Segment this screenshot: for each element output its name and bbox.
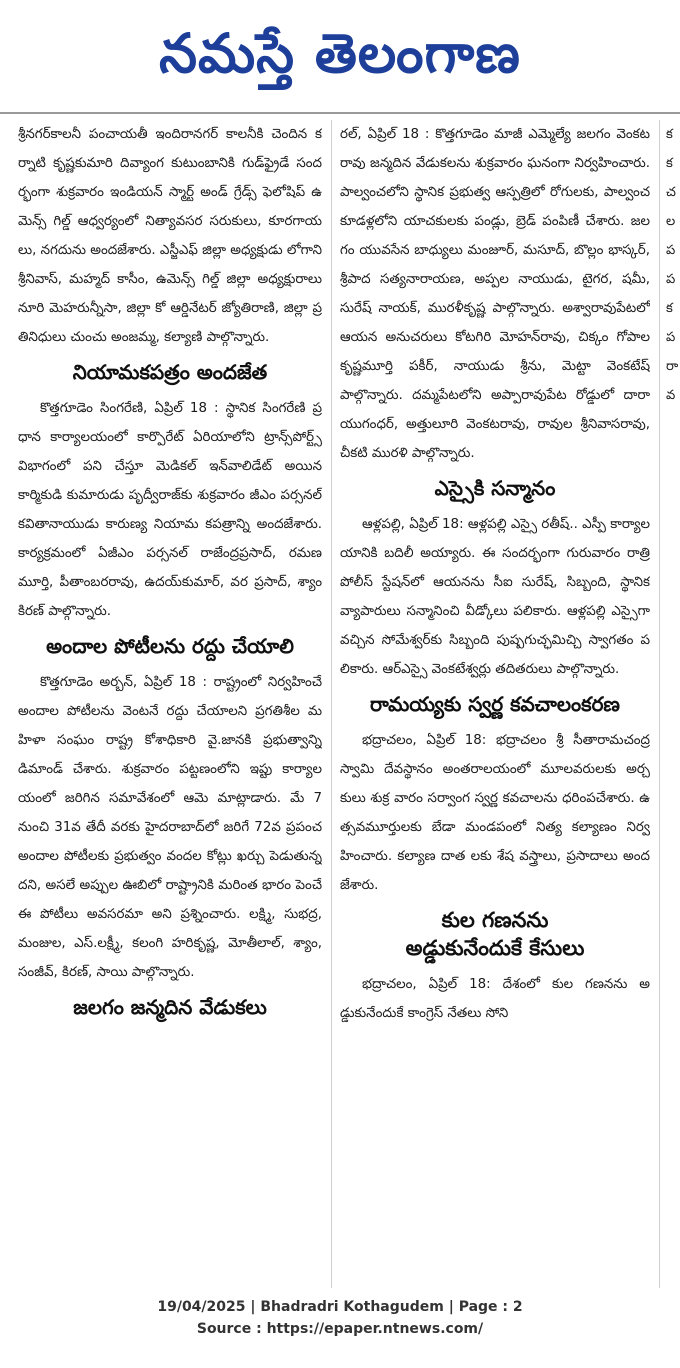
clipped-text: చ <box>666 185 676 200</box>
article-body: రల్, ఏప్రిల్ 18 : కొత్తగూడెం మాజీ ఎమ్మెల్యే జలగం వెంకటరావు జన్మదిన వేడుకలను శుక్రవారం ఘనంగా నిర్వహించారు. పాల్వంచలోని స్థానిక ప్రభుత్వ ఆస్పత్రిలో రోగులకు, పాల్వంచ కూడళ్లలోని యాచకులకు పండ్లు, బ్రెడ్ పంపిణీ చేశారు. జలగం యువసేన బాధ్యులు మంజూర్, మసూద్, బొల్లం భాస్కర్, శ్రీపాద సత్యనారాయణ, అప్పల నాయుడు, టైగర, షమీ, సురేష్ నాయక్, మురళీకృష్ణ పాల్గొన్నారు. అశ్వారావుపేటలో ఆయన అనుచరులు కోటగిరి మోహన్‌రావు, చిక్కం గోపాలకృష్ణమూర్తి పకీర్, నాయుడు శ్రీను, మెట్టా వెంకటేష్ పాల్గొన్నారు. దమ్మపేటలోని అప్పారావుపేట రోడ్డులో దారా యుగంధర్, అత్తులూరి వెంకటరావు, రావుల శ్రీనివాసరావు, చీకటి మురళి పాల్గొన్నారు. <box>340 127 650 461</box>
article-headline-line: కుల గణనను <box>441 908 549 932</box>
clipped-text: క <box>666 127 673 142</box>
clipped-text: రా <box>666 359 679 374</box>
masthead <box>0 0 680 108</box>
masthead-title: నమస్తే తెలంగాణ <box>159 22 521 85</box>
clipped-text: ప <box>666 330 676 345</box>
column-2 <box>340 120 650 1288</box>
article-body: భద్రాచలం, ఏప్రిల్ 18: దేశంలో కుల గణనను అడ్డుకునేందుకే కాంగ్రెస్ నేతలు సోని <box>340 977 650 1021</box>
article-headline-line: అడ్డుకునేందుకే కేసులు <box>405 936 585 960</box>
article-headline <box>340 906 650 962</box>
page-footer <box>0 1296 680 1340</box>
footer-date-line: 19/04/2025 | Bhadradri Kothagudem | Page : 2 <box>157 1299 523 1315</box>
clipped-text: ప <box>666 243 676 258</box>
footer-source-line: Source : https://epaper.ntnews.com/ <box>196 1321 484 1337</box>
clipped-text: క <box>666 301 673 316</box>
article-headline: జలగం జన్మదిన వేడుకలు <box>73 995 267 1019</box>
column-divider <box>331 120 332 1288</box>
clipped-text: ల <box>666 214 676 229</box>
article-headline: అందాల పోటీలను రద్దు చేయాలి <box>46 634 294 658</box>
clipped-text: ప <box>666 272 676 287</box>
column-divider <box>659 120 660 1288</box>
article-body: శ్రీనగర్‌కాలనీ పంచాయతీ ఇందిరానగర్ కాలనీకి చెందిన కర్నాటి కృష్ణకుమారి దివ్యాంగ కుటుంబానికి గుడ్‌ఫ్రైడే సందర్భంగా శుక్రవారం ఇండియన్ స్మార్ట్ అండ్ గ్రేడ్స్ ఫెలోషిప్ ఉమెన్స్ గిల్డ్ ఆధ్వర్యంలో నిత్యావసర సరుకులు, కూరగాయలు, నగదును అందజేశారు. ఎస్జీఎఫ్ జిల్లా అధ్యక్షుడు లోగాని శ్రీనివాస్, మహ్మద్ కాసీం, ఉమెన్స్ గిల్డ్ జిల్లా అధ్యక్షురాలు నూరి మెహరున్నీసా, జిల్లా కో ఆర్డినేటర్ జ్యోతిరాణి, జిల్లా ప్రతినిధులు చుంచు అంజమ్మ, కల్యాణి పాల్గొన్నారు. <box>18 127 322 345</box>
masthead-rule <box>0 112 680 114</box>
article-body: భద్రాచలం, ఏప్రిల్ 18: భద్రాచలం శ్రీ సీతారామచంద్రస్వామి దేవస్థానం అంతరాలయంలో మూలవరులకు అర్చకులు శుక్ర వారం సర్వాంగ స్వర్ణ కవచాలను ధరింపచేశారు. ఉత్సవమూర్తులకు బేడా మండపంలో నిత్య కల్యాణం నిర్వహించారు. కల్యాణ దాత లకు శేష వస్త్రాలు, ప్రసాదాలు అందజేశారు. <box>340 733 650 893</box>
article-headline: రామయ్యకు స్వర్ణ కవచాలంకరణ <box>370 692 620 716</box>
article-headline: నియామకపత్రం అందజేత <box>72 360 268 384</box>
column-3-clipped <box>666 120 680 1288</box>
column-1 <box>18 120 322 1288</box>
clipped-text: క <box>666 156 673 171</box>
clipped-text: వ <box>666 388 676 403</box>
article-body: కొత్తగూడెం అర్బన్, ఏప్రిల్ 18 : రాష్ట్రంలో నిర్వహించే అందాల పోటీలను వెంటనే రద్దు చేయాలని ప్రగతిశీల మహిళా సంఘం రాష్ట్ర కోశాధికారి వై.జానకి ప్రభుత్వాన్ని డిమాండ్ చేశారు. శుక్రవారం పట్టణంలోని ఇప్టు కార్యాలయంలో జరిగిన సమావేశంలో ఆమె మాట్లాడారు. మే 7 నుంచి 31వ తేదీ వరకు హైదరాబాద్‌లో జరిగే 72వ ప్రపంచ అందాల పోటీలకు ప్రభుత్వం వందల కోట్లు ఖర్చు పెడుతున్నదని, అసలే అప్పుల ఊబిలో రాష్ట్రానికి మరింత భారం పెంచే ఈ పోటీలు అవసరమా అని ప్రశ్నించారు. లక్ష్మి, సుభద్ర, మంజుల, ఎస్.లక్ష్మీ, కలంగి హరికృష్ణ, మోతీలాల్, శ్యాం, సంజీవ్, కిరణ్, సాయి పాల్గొన్నారు. <box>18 675 322 980</box>
article-headline: ఎస్సైకి సన్మానం <box>434 476 556 500</box>
article-body: కొత్తగూడెం సింగరేణి, ఏప్రిల్ 18 : స్థానిక సింగరేణి ప్రధాన కార్యాలయంలో కార్పొరేట్ ఏరియాలోని ట్రాన్స్‌పోర్ట్స్ విభాగంలో పని చేస్తూ మెడికల్ ఇన్‌వాలిడేట్ అయిన కార్మికుడి కుమారుడు పృద్వీరాజ్‌కు శుక్రవారం జీఎం పర్సనల్ కవితానాయుడు కారుణ్య నియామ కపత్రాన్ని అందజేశారు. కార్యక్రమంలో ఏజీఎం పర్సనల్ రాజేంద్రప్రసాద్, రమణ మూర్తి, పీతాంబరరావు, ఉదయ్‌కుమార్, వర ప్రసాద్, శ్యాం కిరణ్ పాల్గొన్నారు. <box>18 401 322 619</box>
article-body: ఆళ్లపల్లి, ఏప్రిల్ 18: ఆళ్లపల్లి ఎస్సై రతీష్.. ఎస్పీ కార్యాలయానికి బదిలీ అయ్యారు. ఈ సందర్భంగా గురువారం రాత్రి పోలీస్ స్టేషన్‌లో ఆయనను సీఐ సురేష్, సిబ్బంది, స్థానిక వ్యాపారులు సన్మానించి వీడ్కోలు పలికారు. ఆళ్లపల్లి ఎస్సైగా వచ్చిన సోమేశ్వర్‌కు సిబ్బంది పుష్పగుచ్ఛమిచ్చి స్వాగతం పలికారు. ఆర్ఎస్సై వెంకటేశ్వర్లు తదితరులు పాల్గొన్నారు. <box>340 517 650 677</box>
